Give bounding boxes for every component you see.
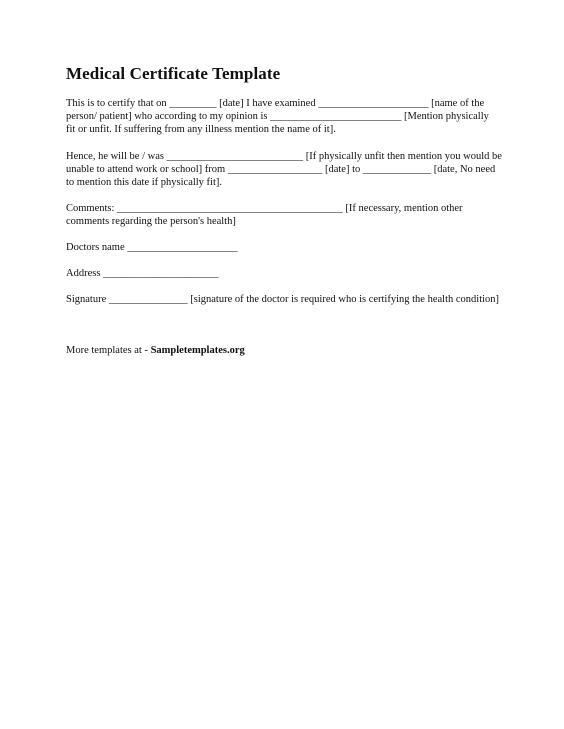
- hence-line: to mention this date if physically fit].: [66, 177, 223, 188]
- doctors-name-text: Doctors name _____________________: [66, 242, 238, 253]
- comments-line: Comments: ___________________________________________ [If necessary, mention other: [66, 203, 463, 214]
- footer-site-link[interactable]: Sampletemplates.org: [150, 345, 245, 356]
- doctors-name-field: [66, 241, 502, 254]
- certify-line: This is to certify that on _________ [date] I have examined _____________________ [name of the: [66, 98, 485, 109]
- hence-paragraph: [66, 150, 502, 189]
- address-field: [66, 267, 502, 280]
- signature-field: [66, 293, 502, 306]
- certify-line: fit or unfit. If suffering from any illness mention the name of it].: [66, 124, 336, 135]
- signature-text: Signature _______________ [signature of the doctor is required who is certifying the health condition]: [66, 294, 500, 305]
- certify-line: person/ patient] who according to my opinion is _________________________ [Mention physically: [66, 111, 489, 122]
- comments-paragraph: [66, 202, 502, 228]
- hence-line: Hence, he will be / was __________________________ [If physically unfit then mention you would be: [66, 151, 502, 162]
- certify-paragraph: [66, 97, 502, 136]
- footer-prefix: More templates at -: [66, 345, 151, 356]
- document-title: Medical Certificate Template: [66, 64, 281, 83]
- hence-line: unable to attend work or school] from __________________ [date] to _____________ [date, No need: [66, 164, 496, 175]
- footer: [66, 345, 245, 356]
- address-text: Address ______________________: [66, 268, 219, 279]
- comments-line: comments regarding the person's health]: [66, 216, 236, 227]
